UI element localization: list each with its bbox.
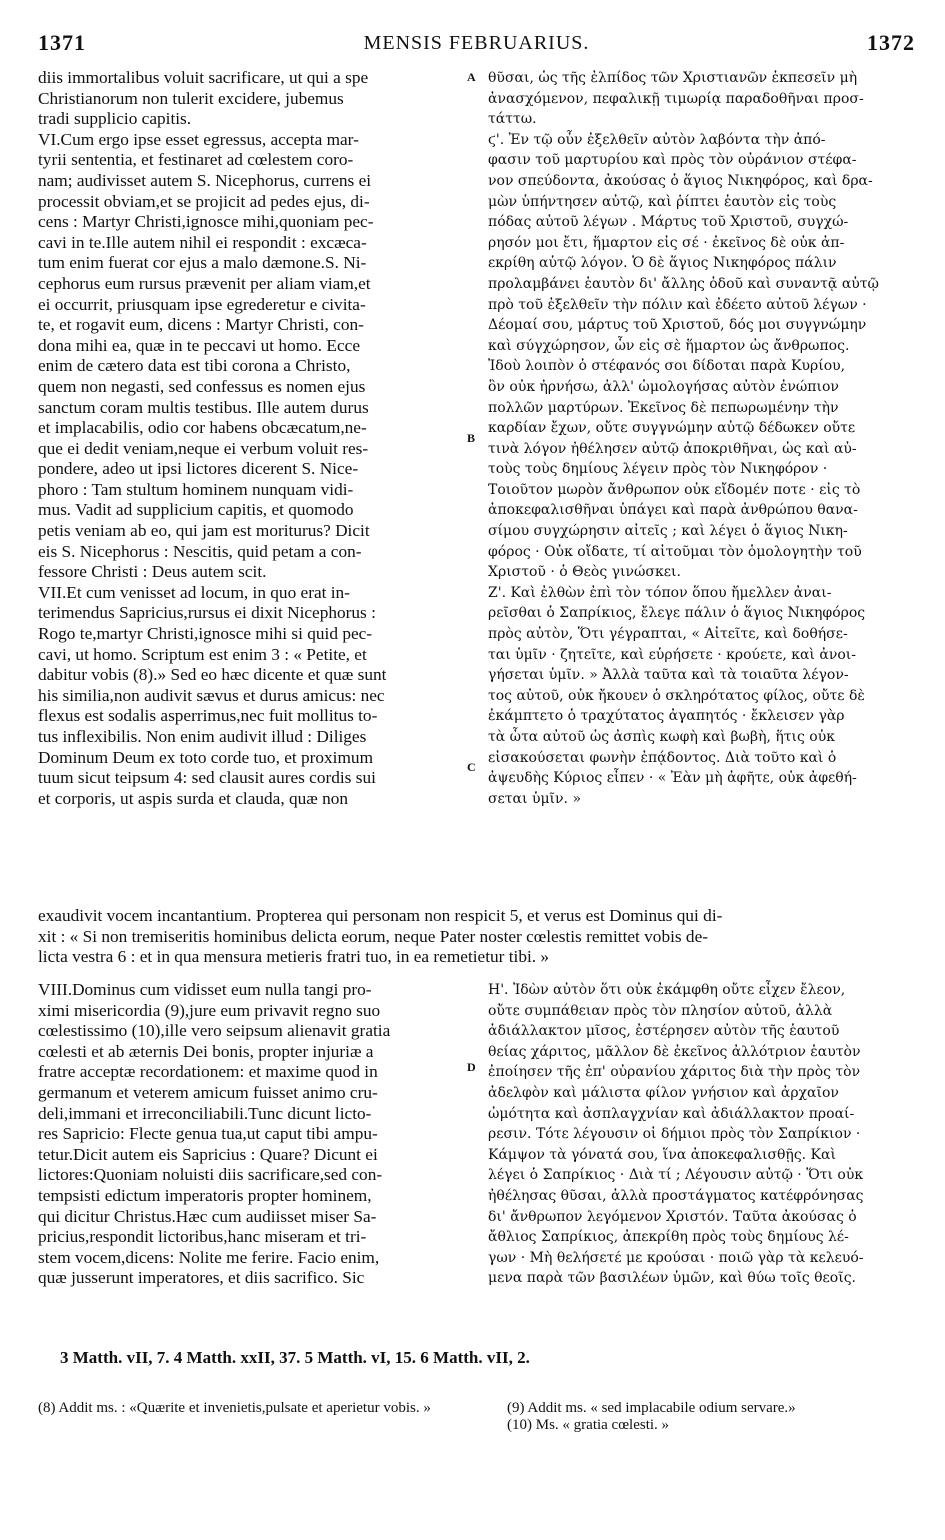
greek-line: θῦσαι, ὡς τῆς ἐλπίδος τῶν Χριστιανῶν ἐκπεσεῖν μὴ	[488, 70, 858, 86]
greek-line: τος αὐτοῦ, οὐκ ἤκουεν ὁ σκληρότατος φίλος, οὔτε δὲ	[488, 687, 865, 704]
latin-line: que ei dedit veniam,neque ei verbum voluit res-	[38, 438, 369, 458]
greek-line: Κάμψον τὰ γόνατά σου, ἵνα ἀποκεφαλισθῇς. Καὶ	[488, 1146, 836, 1163]
greek-line: ἀδελφὸν καὶ μάλιστα φίλον γνήσιον καὶ ἀρχαῖον	[488, 1084, 839, 1101]
right-page-number: 1372	[867, 30, 915, 55]
latin-column-2	[38, 980, 466, 1289]
greek-line: σίμου συγχώρησιν αἰτεῖς ; καὶ λέγει ὁ ἅγιος Νικη-	[488, 523, 848, 540]
latin-line: cens : Martyr Christi,ignosce mihi,quoniam pec-	[38, 212, 374, 232]
greek-line: νον σπεύδοντα, ἀκούσας ὁ ἅγιος Νικηφόρος, καὶ δρα-	[488, 172, 873, 189]
latin-line: petis veniam ab eo, qui jam est moriturus? Dicit	[38, 521, 370, 541]
latin-line: terimendus Sapricius,rursus ei dixit Nicephorus :	[38, 603, 376, 623]
greek-line: ἀποκεφαλισθῆναι ὑπάγει καὶ παρὰ ἀνθρώπου θανα-	[488, 502, 858, 519]
running-title: MENSIS FEBRUARIUS.	[363, 32, 590, 54]
greek-line: Τοιοῦτον μωρὸν ἄνθρωπον οὐκ εἴδομέν ποτε · εἰς τὸ	[488, 481, 861, 498]
margin-marker-b: B	[467, 431, 476, 445]
margin-marker-c: C	[467, 760, 476, 774]
latin-line: et corporis, ut aspis surda et clauda, quæ non	[38, 788, 349, 808]
greek-line: πολλῶν μαρτύρων. Ἐκεῖνος δὲ πεπωρωμένην τὴν	[488, 399, 839, 416]
latin-line: cavi, ut homo. Scriptum est enim 3 : « Petite, et	[38, 644, 367, 664]
greek-line: εκρίθη αὐτῷ λόγον. Ὁ δὲ ἅγιος Νικηφόρος πάλιν	[488, 255, 837, 272]
greek-line: ἀψευδὴς Κύριος εἶπεν · « Ἐὰν μὴ ἀφῆτε, οὐκ ἀφεθή-	[488, 770, 857, 787]
margin-marker-a: A	[467, 70, 476, 84]
latin-line: Dominum Deum ex toto corde tuo, et proximum	[38, 747, 374, 767]
latin-line: pondere, adeo ut ipsi lictores dicerent S. Nice-	[38, 459, 359, 479]
greek-line: πόδας αὐτοῦ λέγων . Μάρτυς τοῦ Χριστοῦ, συγχώ-	[488, 214, 849, 231]
greek-line: ὠμότητα καὶ ἀσπλαγχνίαν καὶ ἀδιάλλακτον προαί-	[488, 1105, 855, 1122]
latin-line: processit obviam,et se projicit ad pedes ejus, di-	[38, 191, 370, 211]
latin-line: phoro : Tam stultum hominem nunquam vidi-	[38, 479, 354, 499]
greek-line: πρὸ τοῦ ἐξελθεῖν τὴν πόλιν καὶ ἐδέετο αὐτοῦ λέγων ·	[488, 296, 867, 313]
latin-line: VIII.Dominus cum vidisset eum nulla tangi pro-	[38, 980, 372, 999]
greek-line: μενα παρὰ τῶν βασιλέων ὑμῶν, καὶ θύω τοῖς θεοῖς.	[488, 1270, 857, 1287]
latin-line: qui dicitur Christus.Hæc cum audiisset miser Sa-	[38, 1206, 377, 1226]
greek-line: φασιν τοῦ μαρτυρίου καὶ πρὸς τὸν οὐράνιον στέφα-	[488, 152, 857, 169]
latin-line: his similia,non audivit sævus et durus amicus: nec	[38, 685, 385, 705]
greek-line: ὃν οὐκ ἠρνήσω, ἀλλ' ὡμολογήσας αὐτὸν ἐνώπιον	[488, 378, 839, 395]
latin-line: res Sapricio: Flecte genua tua,ut caput tibi ampu-	[38, 1124, 378, 1144]
greek-line: Χριστοῦ · ὁ Θεὸς γινώσκει.	[488, 564, 681, 581]
greek-line: τὰ ὦτα αὐτοῦ ὡς ἀσπὶς κωφὴ καὶ βωβὴ, ἥτις οὐκ	[488, 729, 835, 745]
greek-line: ται ὑμῖν · ζητεῖτε, καὶ εὑρήσετε · κρούετε, καὶ ἀνοι-	[488, 646, 856, 663]
greek-line: μὼν ὑπήντησεν αὐτῷ, καὶ ῥίπτει ἑαυτὸν εἰς τοὺς	[488, 193, 837, 210]
full-width-text	[38, 906, 920, 968]
scripture-references: 3 Matth. vII, 7. 4 Matth. xxII, 37. 5 Matth. vI, 15. 6 Matth. vII, 2.	[60, 1348, 530, 1367]
greek-column	[488, 68, 920, 809]
greek-line: ἀδιάλλακτον μῖσος, ἐστέρησεν αὐτὸν τῆς ἑαυτοῦ	[488, 1023, 840, 1040]
latin-line: sanctum coram multis testibus. Ille autem durus	[38, 397, 369, 417]
latin-line: Rogo te,martyr Christi,ignosce mihi si quid pec-	[38, 624, 373, 644]
latin-line: lictores:Quoniam noluisti diis sacrificare,sed con-	[38, 1165, 383, 1185]
footnotes-right	[507, 1400, 922, 1434]
greek-line: σεται ὑμῖν. »	[488, 790, 582, 807]
greek-line: φόρος · Οὐκ οἴδατε, τί αἰτοῦμαι τὸν ὁμολογητὴν τοῦ	[488, 543, 862, 560]
greek-line: καρδίαν ἔχων, οὔτε συγγνώμην αὐτῷ δέδωκεν οὔτε	[488, 420, 856, 437]
greek-line: Η'. Ἰδὼν αὐτὸν ὅτι οὐκ ἐκάμφθη οὔτε εἶχεν ἔλεον,	[488, 982, 846, 998]
latin-line: flexus est sodalis asperrimus,nec fuit mollitus to-	[38, 706, 378, 726]
latin-line: et implacabilis, odio cor habens obcæcatum,ne-	[38, 418, 367, 438]
latin-line: enim de cætero data est tibi corona a Christo,	[38, 356, 351, 376]
greek-line: καὶ σύγχώρησον, ὧν εἰς σὲ ἥμαρτον ὡς ἄνθρωπος.	[488, 337, 850, 354]
latin-line: tuum sicut teipsum 4: sed clausit aures cordis sui	[38, 768, 376, 788]
greek-line: δι' ἄνθρωπον λεγόμενον Χριστόν. Ταῦτα ἀκούσας ὁ	[488, 1208, 857, 1225]
latin-column	[38, 68, 466, 809]
greek-line: τινὰ λόγον ἠθέλησεν αὐτῷ ἀποκριθῆναι, ὡς καὶ αὐ-	[488, 440, 857, 457]
greek-line: ρησόν μοι ἔτι, ἥμαρτον εἰς σέ · ἐκεῖνος δὲ οὐκ ἀπ-	[488, 234, 845, 251]
page-header	[38, 30, 915, 60]
latin-line: tradi supplicio capitis.	[38, 109, 192, 129]
latin-line: pricius,respondit lictoribus,hanc miseram et tri-	[38, 1227, 367, 1247]
latin-line: tetur.Dicit autem eis Sapricius : Quare? Dicunt ei	[38, 1144, 378, 1164]
latin-line: Christianorum non tulerit excidere, jubemus	[38, 88, 344, 108]
latin-line: stem vocem,dicens: Nolite me ferire. Facio enim,	[38, 1247, 380, 1267]
greek-line: Ζ'. Καὶ ἐλθὼν ἐπὶ τὸν τόπον ὅπου ἤμελλεν ἀναι-	[488, 584, 832, 601]
latin-line: dabitur vobis (8).» Sed eo hæc dicente et quæ sunt	[38, 665, 387, 685]
full-line: licta vestra 6 : et in qua mensura metieris fratri tuo, in ea remetietur tibi. »	[38, 947, 550, 967]
latin-line: VI.Cum ergo ipse esset egressus, accepta mar-	[38, 129, 359, 149]
greek-line: γήσεται ὑμῖν. » Ἀλλὰ ταῦτα καὶ τὰ τοιαῦτα λέγον-	[488, 667, 849, 684]
latin-line: cœlesti et ab æternis Dei bonis, propter injuriæ a	[38, 1041, 374, 1061]
margin-marker-d: D	[467, 1060, 476, 1074]
greek-column-2	[488, 980, 920, 1289]
latin-line: diis immortalibus voluit sacrificare, ut qui a spe	[38, 68, 369, 87]
latin-line: ei occurrit, priusquam ipse egrederetur e civita-	[38, 294, 366, 314]
latin-line: fratre acceptæ recordationem: et maxime quod in	[38, 1062, 378, 1082]
greek-line: ἐποίησεν τῆς ἐπ' οὐρανίου χάριτος διὰ τὴν πρὸς τὸν	[488, 1064, 861, 1081]
latin-line: tus inflexibilis. Non enim audivit illud : Diliges	[38, 727, 367, 746]
latin-line: germanum et veterem amicum fuisset animo cru-	[38, 1082, 378, 1102]
greek-line: εἰσακούσεται φωνὴν ἐπᾴδοντος. Διὰ τοῦτο καὶ ὁ	[488, 749, 837, 766]
greek-line: ρεσιν. Τότε λέγουσιν οἱ δήμιοι πρὸς τὸν Σαπρίκιον ·	[488, 1126, 861, 1143]
greek-line: Δέομαί σου, μάρτυς τοῦ Χριστοῦ, δός μοι συγγνώμην	[488, 317, 867, 334]
latin-line: ximi misericordia (9),jure eum privavit regno suo	[38, 1000, 381, 1020]
latin-line: quæ jusserunt imperatores, et diis sacrifico. Sic	[38, 1268, 365, 1288]
left-page-number: 1371	[38, 30, 86, 55]
latin-line: VII.Et cum venisset ad locum, in quo erat in-	[38, 582, 350, 602]
full-line: xit : « Si non tremiseritis hominibus delicta eorum, neque Pater noster cœlestis remittet vobis de-	[38, 926, 709, 946]
greek-line: λέγει ὁ Σαπρίκιος · Διὰ τί ; Λέγουσιν αὐτῷ · Ὅτι οὐκ	[488, 1167, 864, 1184]
latin-line: mus. Vadit ad supplicium capitis, et quomodo	[38, 500, 354, 520]
greek-line: θείας χάριτος, μᾶλλον δὲ ἐκεῖνος ἀλλότριον ἑαυτὸν	[488, 1043, 861, 1060]
latin-line: tempsisti edictum imperatoris propter hominem,	[38, 1185, 372, 1205]
latin-line: te, et rogavit eum, dicens : Martyr Christi, con-	[38, 315, 364, 335]
footnote-line: (9) Addit ms. « sed implacabile odium servare.»	[507, 1400, 796, 1416]
greek-line: ἄθλιος Σαπρίκιος, ἀπεκρίθη πρὸς τοὺς δημίους λέ-	[488, 1229, 849, 1246]
greek-line: ἠθέλησας θῦσαι, ἀλλὰ προστάγματος κατέφρόνησας	[488, 1187, 864, 1204]
greek-line: ἐκάμπτετο ὁ τραχύτατος ἀγαπητός · ἔκλεισεν γὰρ	[488, 708, 845, 725]
footnote-line: (10) Ms. « gratia cœlesti. »	[507, 1417, 670, 1433]
full-line: exaudivit vocem incantantium. Propterea qui personam non respicit 5, et verus est Dominus qui di-	[38, 906, 723, 925]
latin-line: quem non negasti, sed confessus es nomen ejus	[38, 376, 366, 396]
latin-line: cephorus eum rursus prævenit per aliam viam,et	[38, 273, 371, 293]
greek-line: Ἰδοὺ λοιπὸν ὁ στέφανός σοι δίδοται παρὰ Κυρίου,	[488, 358, 846, 375]
latin-line: cœlestissimo (10),ille vero seipsum alienavit gratia	[38, 1021, 391, 1041]
greek-line: ϛ'. Ἐν τῷ οὖν ἐξελθεῖν αὐτὸν λαβόντα τὴν ἀπό-	[488, 131, 826, 148]
latin-line: tum enim fuerat cor ejus a malo dæmone.S. Ni-	[38, 253, 367, 273]
latin-line: fessore Christi : Deus autem scit.	[38, 562, 267, 582]
latin-line: nam; audivisset autem S. Nicephorus, currens ei	[38, 170, 372, 190]
footnote-left: (8) Addit ms. : «Quærite et invenietis,pulsate et aperietur vobis. »	[38, 1400, 431, 1416]
greek-line: τοὺς τοὺς δημίους λέγειν πρὸς τὸν Νικηφόρον ·	[488, 461, 828, 478]
greek-line: ρεῖσθαι ὁ Σαπρίκιος, ἔλεγε πάλιν ὁ ἅγιος Νικηφόρος	[488, 605, 866, 622]
greek-line: ἀνασχόμενον, πεφαλικῇ τιμωρίᾳ παραδοθῆναι προσ-	[488, 90, 864, 107]
latin-line: dona mihi ea, quæ in te peccavi ut homo. Ecce	[38, 335, 360, 355]
greek-line: πρὸς αὐτὸν, Ὅτι γέγραπται, « Αἰτεῖτε, καὶ δοθήσε-	[488, 626, 848, 643]
latin-line: eis S. Nicephorus : Nescitis, quid petam a con-	[38, 541, 362, 561]
greek-line: προλαμβάνει ἑαυτὸν δι' ἄλλης ὁδοῦ καὶ συναντᾷ αὐτῷ	[488, 275, 879, 292]
greek-line: οὔτε συμπάθειαν πρὸς τὸν πλησίον αὐτοῦ, ἀλλὰ	[488, 1002, 833, 1019]
greek-line: τάττω.	[488, 111, 537, 128]
greek-line: γων · Μὴ θελήσετέ με κρούσαι · ποιῶ γὰρ τὰ κελευό-	[488, 1249, 864, 1266]
latin-line: cavi in te.Ille autem nihil ei respondit : excæca-	[38, 232, 367, 252]
latin-line: deli,immani et irreconciliabili.Tunc dicunt licto-	[38, 1103, 372, 1123]
latin-line: tyrii sententia, et festinaret ad cœlestem coro-	[38, 150, 354, 170]
